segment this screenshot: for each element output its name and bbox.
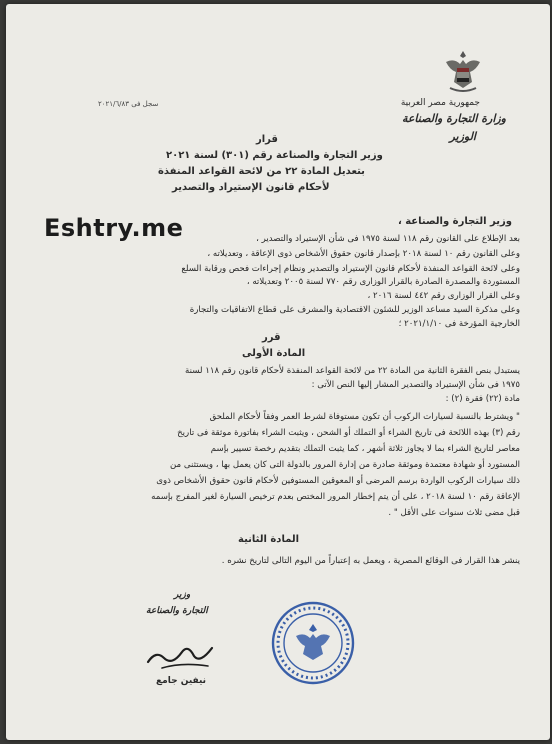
article2-text: ينشر هذا القرار فى الوقائع المصرية ، ويعمل به إعتباراً من اليوم التالى لتاريخ نشره . xyxy=(221,556,520,566)
signature-title1: وزير xyxy=(174,590,191,600)
registry-note: سجل فى ٢٠٢١/٦/٨٣ xyxy=(98,100,159,108)
article1-line: الإعاقة رقم ١٠ لسنة ٢٠١٨ ، على أن يتم إخطار المرور المختص بعدم ترخيص السيارة لغير المفرج بإسمه xyxy=(151,492,520,502)
header-office: الوزير xyxy=(449,130,476,143)
signature-name: نيفين جامع xyxy=(156,676,207,686)
article1-line: مادة (٢٢) فقرة (٢) : xyxy=(445,394,520,404)
article1-line: معاصر لتاريخ الشراء بما لا يجاوز ثلاثة أشهر ، كما يثبت التملك بتقديم رخصة تسيير بإسم xyxy=(210,444,520,454)
article2-heading: المادة الثانية xyxy=(238,534,300,545)
article1-line: يستبدل بنص الفقرة الثانية من المادة ٢٢ من لائحة القواعد المنفذة لأحكام قانون رقم ١١٨ لسنة xyxy=(185,366,520,376)
document-page xyxy=(6,4,550,740)
article1-line: المستورد أو شهادة معتمدة وموثقة صادرة من إدارة المرور بالدولة التى كان يعمل بها ، ويستثنى من xyxy=(169,460,520,470)
article1-line: " ويشترط بالنسبة لسيارات الركوب أن تكون مستوفاة لشرط العمر وفقاً لأحكام الملحق xyxy=(209,412,520,422)
article1-line: قبل مضى ثلاث سنوات على الأقل " . xyxy=(388,508,520,518)
preamble-line: المستوردة والمصدرة الصادرة بالقرار الوزارى رقم ٧٧٠ لسنة ٢٠٠٥ وتعديلاته ، xyxy=(246,277,520,287)
header-ministry: وزارة التجارة والصناعة xyxy=(401,112,506,125)
preamble-line: وعلى لائحة القواعد المنفذة لأحكام قانون الإستيراد والتصدير ونظام إجراءات فحص ورقابة السلع xyxy=(181,264,520,274)
handwritten-signature xyxy=(142,628,222,678)
preamble-line: بعد الإطلاع على القانون رقم ١١٨ لسنة ١٩٧٥ فى شأن الإستيراد والتصدير ، xyxy=(256,234,520,244)
decree-title-line1: وزير التجارة والصناعة رقم (٣٠١) لسنة ٢٠٢١ xyxy=(166,150,383,161)
decree-word: قرار xyxy=(256,134,278,145)
preamble-line: وعلى مذكرة السيد مساعد الوزير للشئون الاقتصادية والمشرف على قطاع الاتفاقيات والتجارة xyxy=(189,305,520,315)
decree-title-line3: لأحكام قانون الإستيراد والتصدير xyxy=(172,182,330,193)
decided-heading: قرر xyxy=(262,332,281,343)
preamble-line: الخارجية المؤرخة فى ٢٠٢١/١/١٠ ؛ xyxy=(398,319,520,329)
header-republic: جمهورية مصر العربية xyxy=(400,98,480,108)
article1-heading: المادة الأولى xyxy=(242,348,306,359)
article1-line: رقم (٣) بهذه اللائحة فى تاريخ الشراء أو التملك أو الشحن ، ويثبت الشراء بفاتورة موثقة فى تاريخ xyxy=(177,428,520,438)
eagle-emblem-icon xyxy=(442,48,484,96)
article1-line: ذلك سيارات الركوب الواردة برسم المرضى أو المعوقين المستوفين لأحكام قانون حقوق الأشخاص ذوى xyxy=(156,476,520,486)
issuer-line: وزير التجارة والصناعة ، xyxy=(397,216,512,227)
signature-title2: التجارة والصناعة xyxy=(146,606,208,616)
watermark: Eshtry.me xyxy=(44,214,184,242)
official-seal-icon xyxy=(270,600,356,686)
decree-title-line2: بتعديل المادة ٢٢ من لائحة القواعد المنفذة xyxy=(158,166,365,177)
preamble-line: وعلى القرار الوزارى رقم ٤٤٢ لسنة ٢٠١٦ ، xyxy=(367,291,520,301)
article1-line: ١٩٧٥ فى شأن الإستيراد والتصدير المشار إليها النص الآتى : xyxy=(311,380,520,390)
preamble-line: وعلى القانون رقم ١٠ لسنة ٢٠١٨ بإصدار قانون حقوق الأشخاص ذوى الإعاقة ، وتعديلاته ، xyxy=(207,249,520,259)
